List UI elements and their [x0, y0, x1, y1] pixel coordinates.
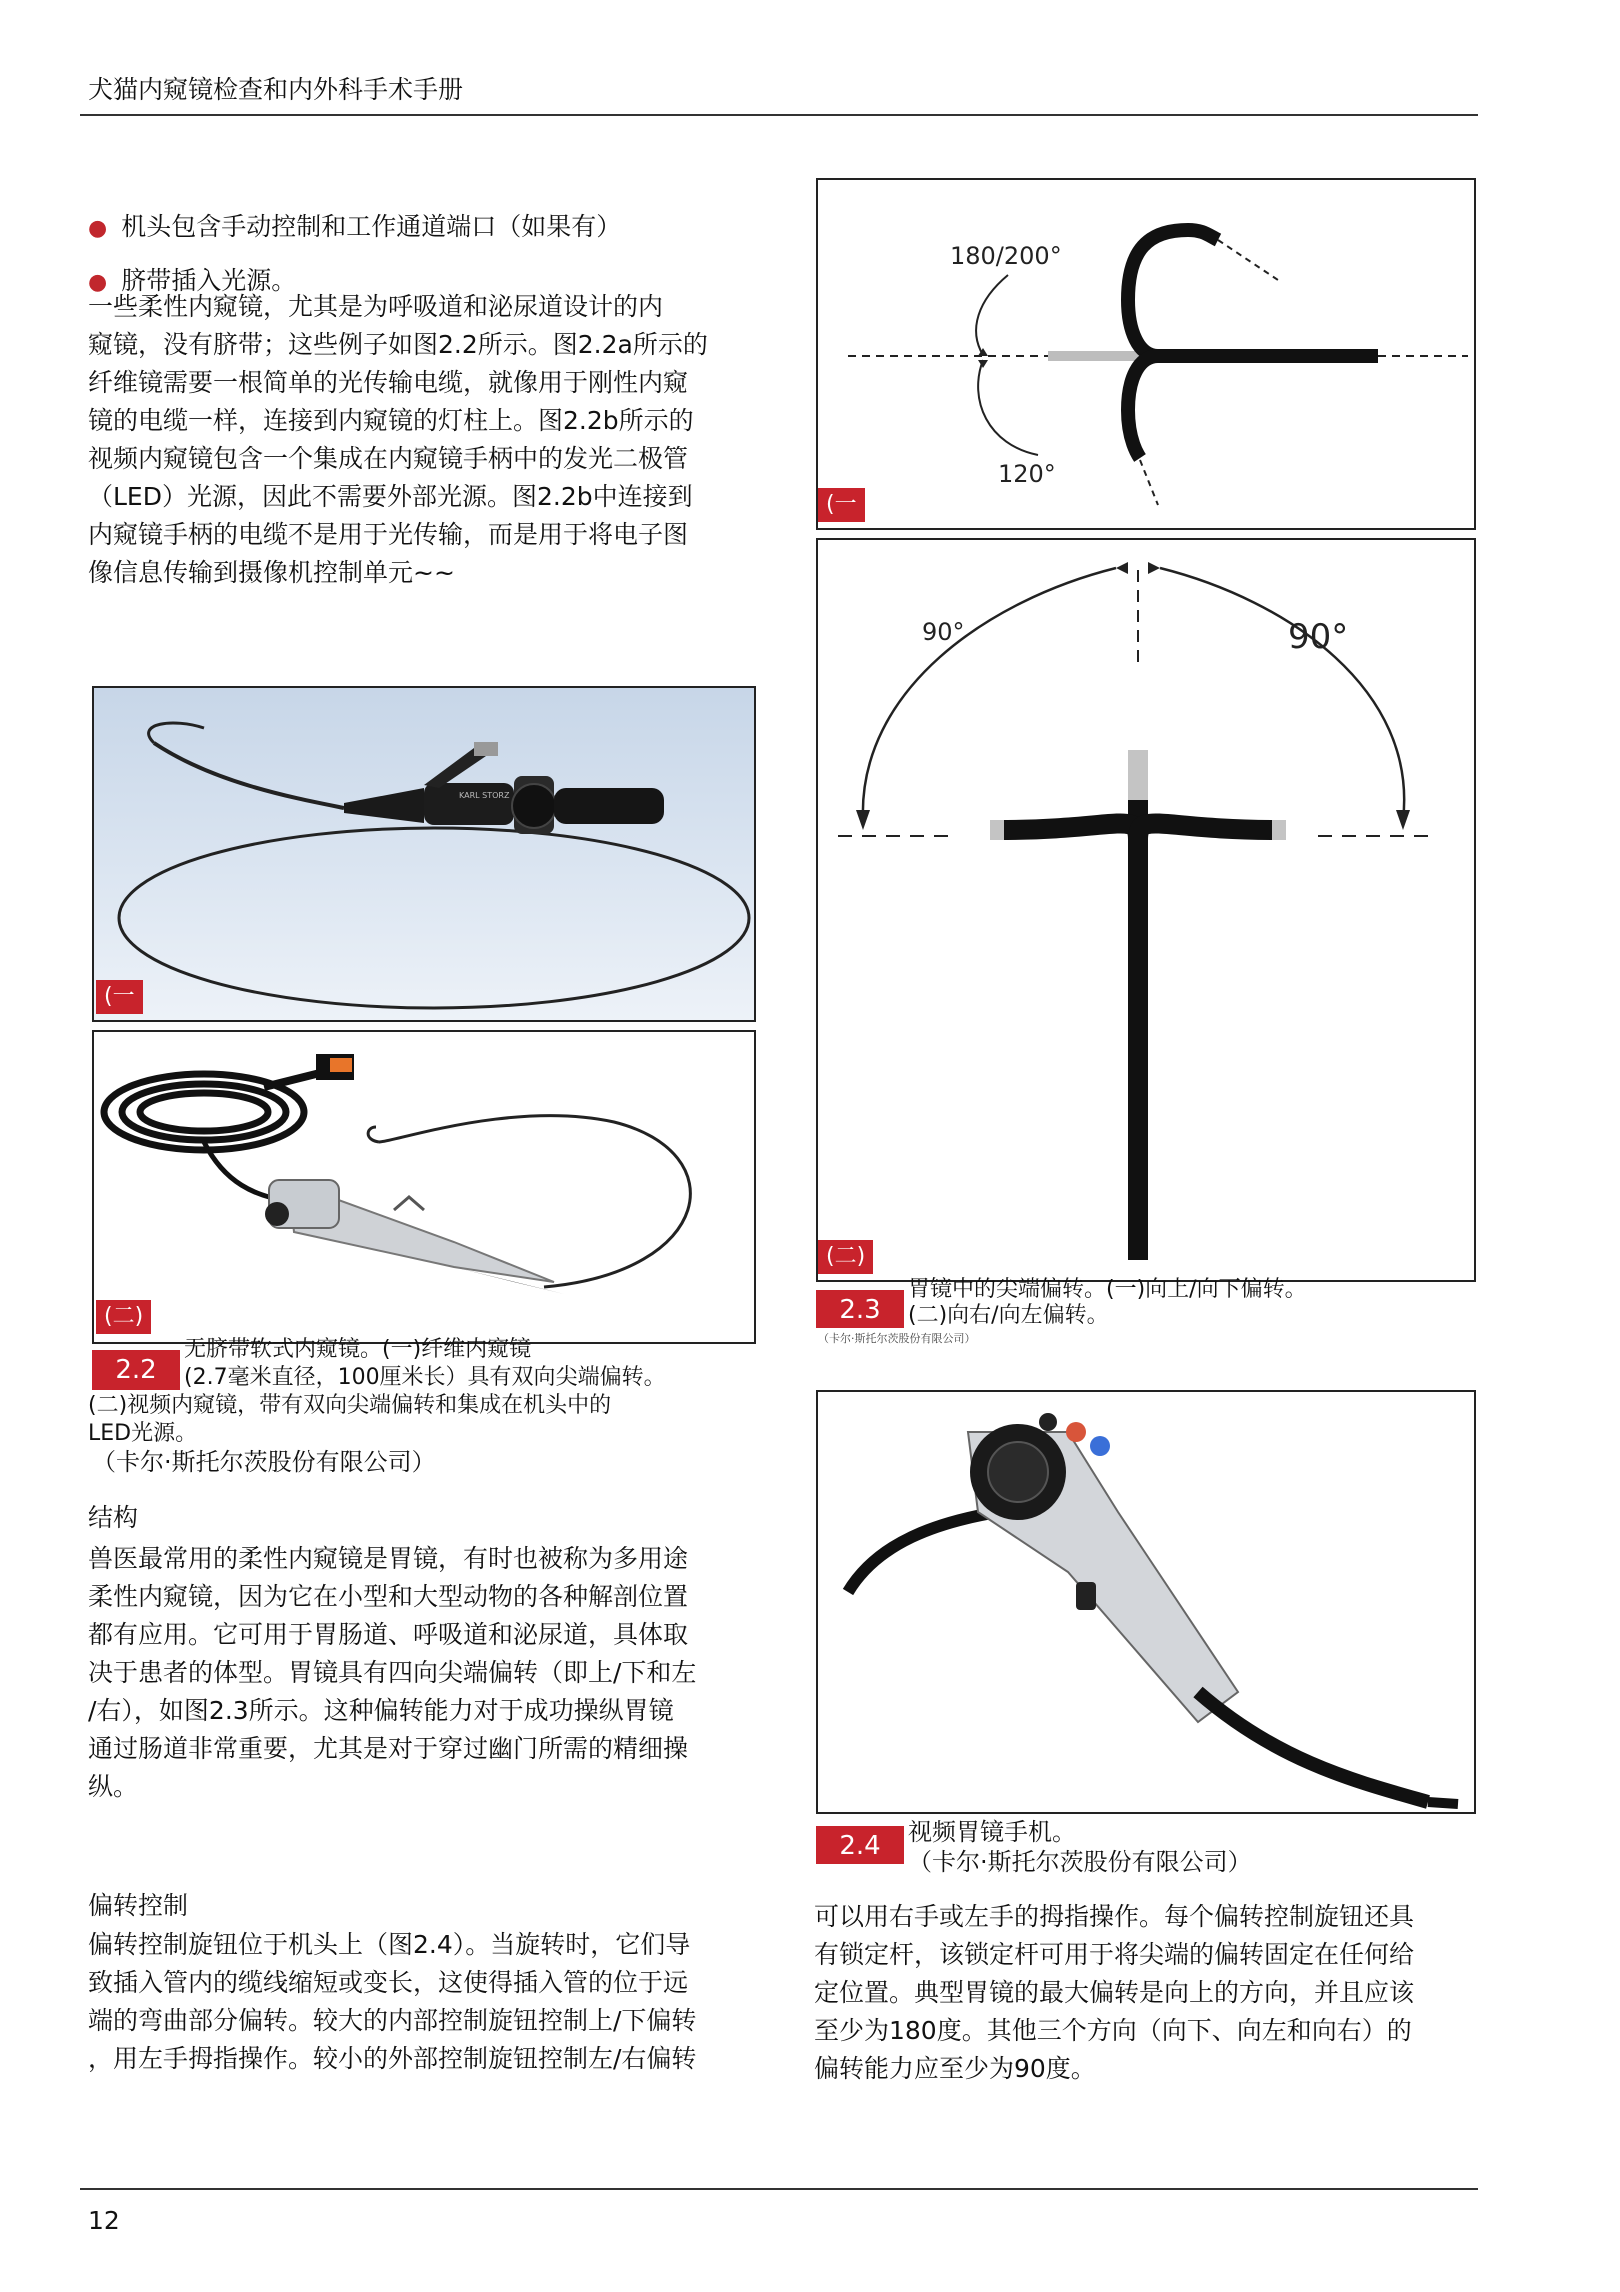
left-right-deflection-diagram: [818, 540, 1474, 1280]
section-heading-structure: 结构: [88, 1503, 139, 1532]
gastroscope-handpiece-illustration: [818, 1392, 1474, 1812]
right-paragraph: 可以用右手或左手的拇指操作。每个偏转控制旋钮还具 有锁定杆，该锁定杆可用于将尖端的偏转固定在任何给 定位置。典型胃镜的最大偏转是向上的方向，并且应该 至少为180度。其他三个方向（向下、向左和向右）的 偏转能力应至少为90度。: [814, 1902, 1415, 2083]
figure-number-2-3: 2.3: [816, 1290, 904, 1328]
angle-label-right: 90°: [1288, 617, 1349, 657]
running-header-title: 犬猫内窥镜检查和内外科手术手册: [88, 75, 464, 104]
section-heading-deflection: 偏转控制: [88, 1891, 189, 1920]
figure-2-2-caption-line: (二)视频内窥镜，带有双向尖端偏转和集成在机头中的: [88, 1393, 612, 1418]
figure-2-4-caption-line: 视频胃镜手机。: [908, 1818, 1076, 1846]
up-down-deflection-diagram: [818, 180, 1474, 528]
figure-2-3a: [816, 178, 1476, 530]
fiberscope-illustration: [94, 688, 754, 1020]
figure-2-3b: [816, 538, 1476, 1282]
figure-tag-b: (二): [96, 1300, 151, 1334]
figure-tag-b: (二): [818, 1240, 873, 1274]
figure-2-3-caption-line: (二)向右/向左偏转。: [908, 1303, 1109, 1328]
figure-2-2-caption-line: 无脐带软式内窥镜。(一)纤维内窥镜: [184, 1337, 532, 1362]
figure-2-4: [816, 1390, 1476, 1814]
figure-2-2-caption-line: (2.7毫米直径，100厘米长）具有双向尖端偏转。: [184, 1365, 666, 1390]
figure-number-2-2: 2.2: [92, 1350, 180, 1390]
figure-2-4-caption-source: （卡尔·斯托尔茨股份有限公司）: [908, 1848, 1252, 1876]
bullet-dot-icon: ●: [88, 270, 108, 295]
figure-2-3-caption-source: （卡尔·斯托尔茨股份有限公司）: [818, 1332, 976, 1345]
angle-label-down: 120°: [998, 460, 1056, 488]
figure-2-2-caption-source: （卡尔·斯托尔茨股份有限公司）: [92, 1448, 436, 1476]
figure-2-2b: [92, 1030, 756, 1344]
intro-paragraph: 一些柔性内窥镜，尤其是为呼吸道和泌尿道设计的内 窥镜，没有脐带；这些例子如图2.2所示。图2.2a所示的 纤维镜需要一根简单的光传输电缆，就像用于刚性内窥 镜的电缆一样，连接到内窥镜的灯柱上。图2.2b所示的 视频内窥镜包含一个集成在内窥镜手柄中的发光二极管 （LED）光源，因此不需要外部光源。图2.2b中连接到 内窥镜手柄的电缆不是用于光传输，而是用于将电子图 像信息传输到摄像机控制单元~~: [88, 292, 708, 587]
figure-2-2a: [92, 686, 756, 1022]
bullet-text: 脐带插入光源。: [121, 266, 297, 295]
footer-rule: [80, 2188, 1478, 2190]
header-rule: [80, 114, 1478, 116]
structure-paragraph: 兽医最常用的柔性内窥镜是胃镜，有时也被称为多用途 柔性内窥镜，因为它在小型和大型动物的各种解剖位置 都有应用。它可用于胃肠道、呼吸道和泌尿道，具体取 决于患者的体型。胃镜具有四向尖端偏转（即上/下和左 /右），如图2.3所示。这种偏转能力对于成功操纵胃镜 通过肠道非常重要，尤其是对于穿过幽门所需的精细操 纵。: [88, 1544, 697, 1801]
figure-tag-a: (一: [818, 488, 865, 522]
page-number: 12: [88, 2206, 120, 2235]
figure-number-2-4: 2.4: [816, 1826, 904, 1864]
angle-label-left: 90°: [922, 618, 965, 646]
scope-brand-label: KARL STORZ: [459, 791, 510, 800]
bullet-dot-icon: ●: [88, 216, 108, 241]
angle-label-up: 180/200°: [950, 242, 1062, 270]
deflection-paragraph: 偏转控制旋钮位于机头上（图2.4）。当旋转时，它们导 致插入管内的缆线缩短或变长，这使得插入管的位于远 端的弯曲部分偏转。较大的内部控制旋钮控制上/下偏转 ，用左手拇指操作。较小的外部控制旋钮控制左/右偏转: [88, 1930, 697, 2073]
video-endoscope-illustration: [94, 1032, 754, 1342]
figure-2-2-caption-line: LED光源。: [88, 1421, 198, 1446]
figure-tag-a: (一: [96, 980, 143, 1014]
figure-2-3-caption-line: 胃镜中的尖端偏转。(一)向上/向下偏转。: [908, 1277, 1307, 1302]
bullet-text: 机头包含手动控制和工作通道端口（如果有）: [121, 212, 622, 241]
